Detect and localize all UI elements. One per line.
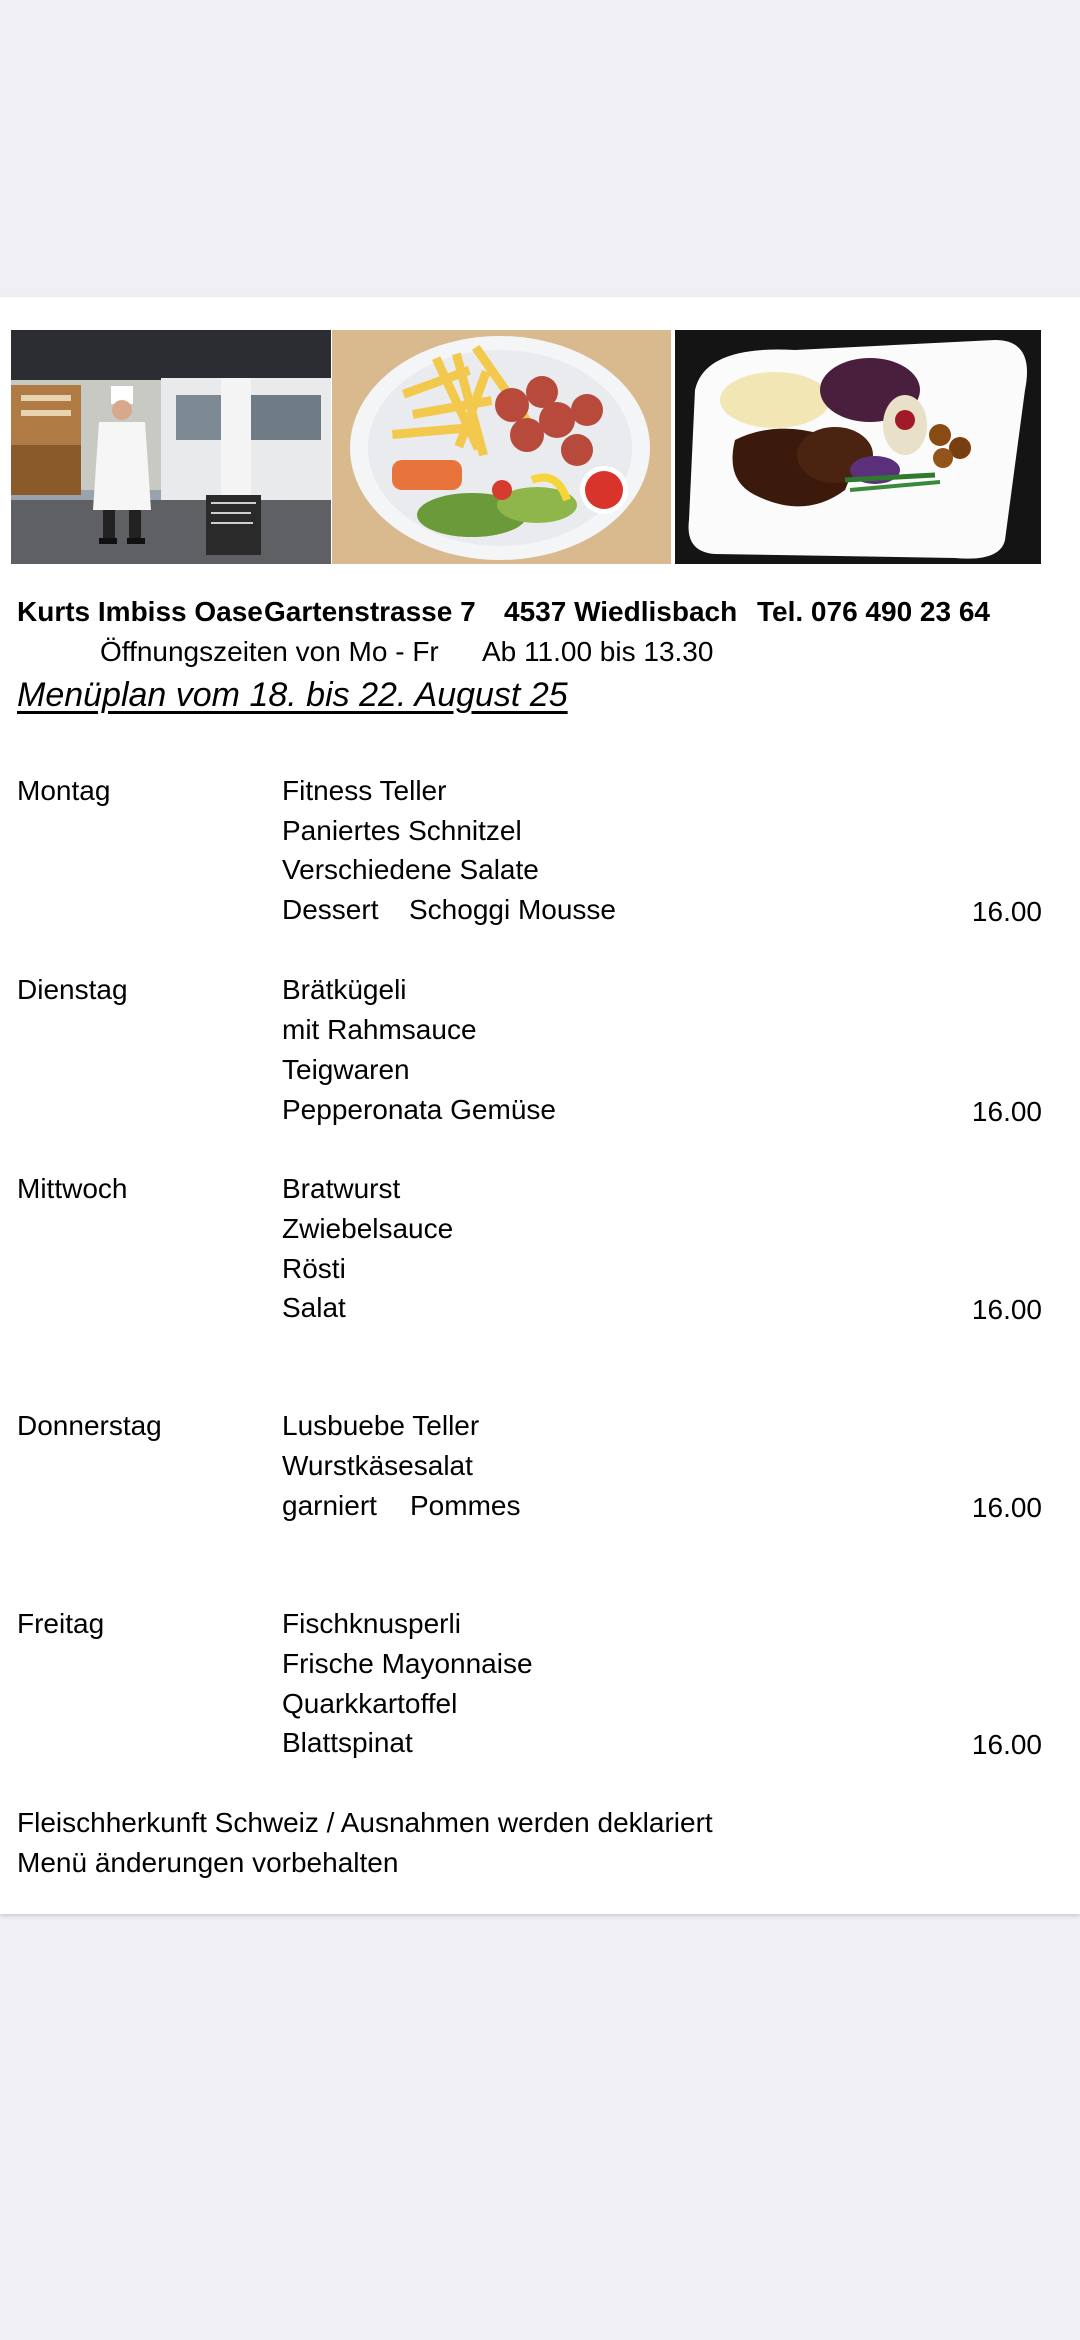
menu-item: Teigwaren [282,1054,410,1085]
phone-number: Tel. 076 490 23 64 [757,596,990,627]
day-label-montag: Montag [17,775,111,806]
day-label-donnerstag: Donnerstag [17,1410,162,1441]
menu-item: Pepperonata Gemüse [282,1094,556,1125]
menu-item: Salat [282,1292,346,1323]
restaurant-name: Kurts Imbiss Oase [17,596,263,627]
menu-item: Dessert [282,894,379,925]
day-label-dienstag: Dienstag [17,974,128,1005]
menu-item: Paniertes Schnitzel [282,815,522,846]
price-freitag: 16.00 [971,1729,1042,1760]
menu-item: mit Rahmsauce [282,1014,477,1045]
day-label-mittwoch: Mittwoch [17,1173,128,1204]
price-donnerstag: 16.00 [971,1492,1042,1523]
menu-item: Schoggi Mousse [409,894,617,925]
price-dienstag: 16.00 [971,1096,1042,1127]
changes-note: Menü änderungen vorbehalten [17,1847,399,1878]
menu-item: Brätkügeli [282,974,407,1005]
menu-item: Frische Mayonnaise [282,1648,533,1679]
opening-hours-days: Öffnungszeiten von Mo - Fr [100,636,439,667]
menu-item: Fitness Teller [282,775,447,806]
menu-item: Bratwurst [282,1173,401,1204]
menu-item: Verschiedene Salate [282,854,539,885]
city-address: 4537 Wiedlisbach [504,596,738,627]
fries-plate-photo [332,330,671,564]
chef-photo [11,330,331,564]
opening-hours-time: Ab 11.00 bis 13.30 [482,636,714,667]
street-address: Gartenstrasse 7 [264,596,476,627]
meat-origin-note: Fleischherkunft Schweiz / Ausnahmen werden deklariert [17,1807,713,1838]
price-montag: 16.00 [971,896,1042,927]
dinner-plate-photo [675,330,1041,564]
menu-document [0,297,1080,1914]
price-mittwoch: 16.00 [971,1294,1042,1325]
menu-title: Menüplan vom 18. bis 22. August 25 [17,676,568,714]
menu-item: Blattspinat [282,1727,413,1758]
day-label-freitag: Freitag [17,1608,105,1639]
menu-item: Rösti [282,1253,346,1284]
menu-item: garniert [282,1490,377,1521]
menu-item: Lusbuebe Teller [282,1410,480,1441]
menu-item: Quarkkartoffel [282,1688,458,1719]
menu-item: Pommes [410,1490,521,1521]
menu-item: Fischknusperli [282,1608,461,1639]
menu-item: Zwiebelsauce [282,1213,454,1244]
menu-item: Wurstkäsesalat [282,1450,473,1481]
